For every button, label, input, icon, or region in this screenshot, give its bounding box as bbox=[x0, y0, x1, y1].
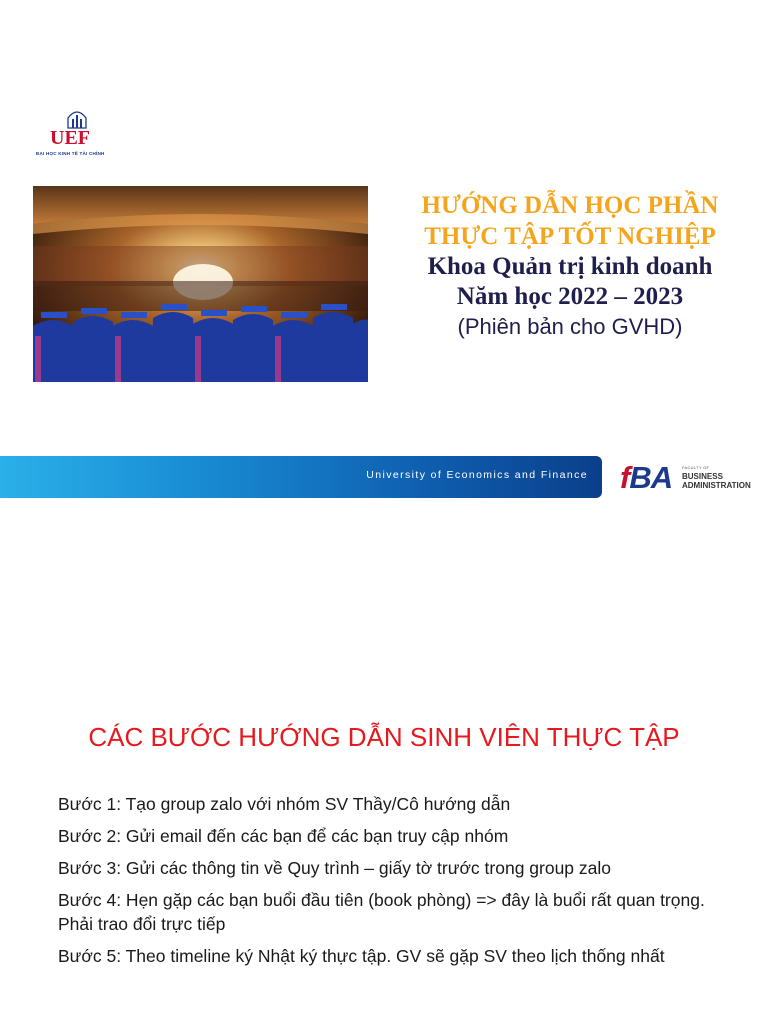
step-item: Bước 5: Theo timeline ký Nhật ký thực tập. GV sẽ gặp SV theo lịch thống nhất bbox=[58, 946, 665, 966]
version-note: (Phiên bản cho GVHD) bbox=[457, 314, 683, 339]
logo-name: UEF bbox=[50, 127, 90, 149]
step-item: Bước 2: Gửi email đến các bạn để các bạn truy cập nhóm bbox=[58, 826, 509, 846]
banner-text: University of Economics and Finance bbox=[366, 469, 588, 481]
logo-subtitle: ĐẠI HỌC KINH TẾ TÀI CHÍNH bbox=[36, 151, 105, 156]
steps-title: CÁC BƯỚC HƯỚNG DẪN SINH VIÊN THỰC TẬP bbox=[88, 722, 680, 752]
title-slide bbox=[0, 80, 768, 500]
fba-letters: fBA bbox=[620, 460, 673, 495]
title-line-1: HƯỚNG DẪN HỌC PHẦN bbox=[421, 192, 719, 219]
fba-logo bbox=[620, 460, 760, 496]
step-item: Bước 4: Hẹn gặp các bạn buổi đầu tiên (book phòng) => đây là buổi rất quan trọng. Phải trao đổi trực tiếp bbox=[58, 890, 705, 934]
step-item: Bước 1: Tạo group zalo với nhóm SV Thầy/Cô hướng dẫn bbox=[58, 794, 511, 814]
fba-faculty-of: FACULTY OF bbox=[682, 465, 710, 470]
faculty-name: Khoa Quản trị kinh doanh bbox=[427, 253, 713, 280]
title-line-2: THỰC TẬP TỐT NGHIỆP bbox=[424, 223, 716, 250]
academic-year: Năm học 2022 – 2023 bbox=[456, 283, 684, 310]
graduation-ceremony-icon bbox=[33, 186, 368, 382]
graduation-photo bbox=[33, 186, 368, 382]
fba-name: BUSINESS ADMINISTRATION bbox=[682, 472, 751, 490]
steps-list bbox=[58, 792, 738, 976]
uef-logo bbox=[36, 108, 126, 168]
title-block bbox=[372, 190, 768, 342]
steps-slide bbox=[0, 700, 768, 1024]
university-banner bbox=[0, 456, 602, 498]
step-item: Bước 3: Gửi các thông tin về Quy trình – giấy tờ trước trong group zalo bbox=[58, 858, 612, 878]
